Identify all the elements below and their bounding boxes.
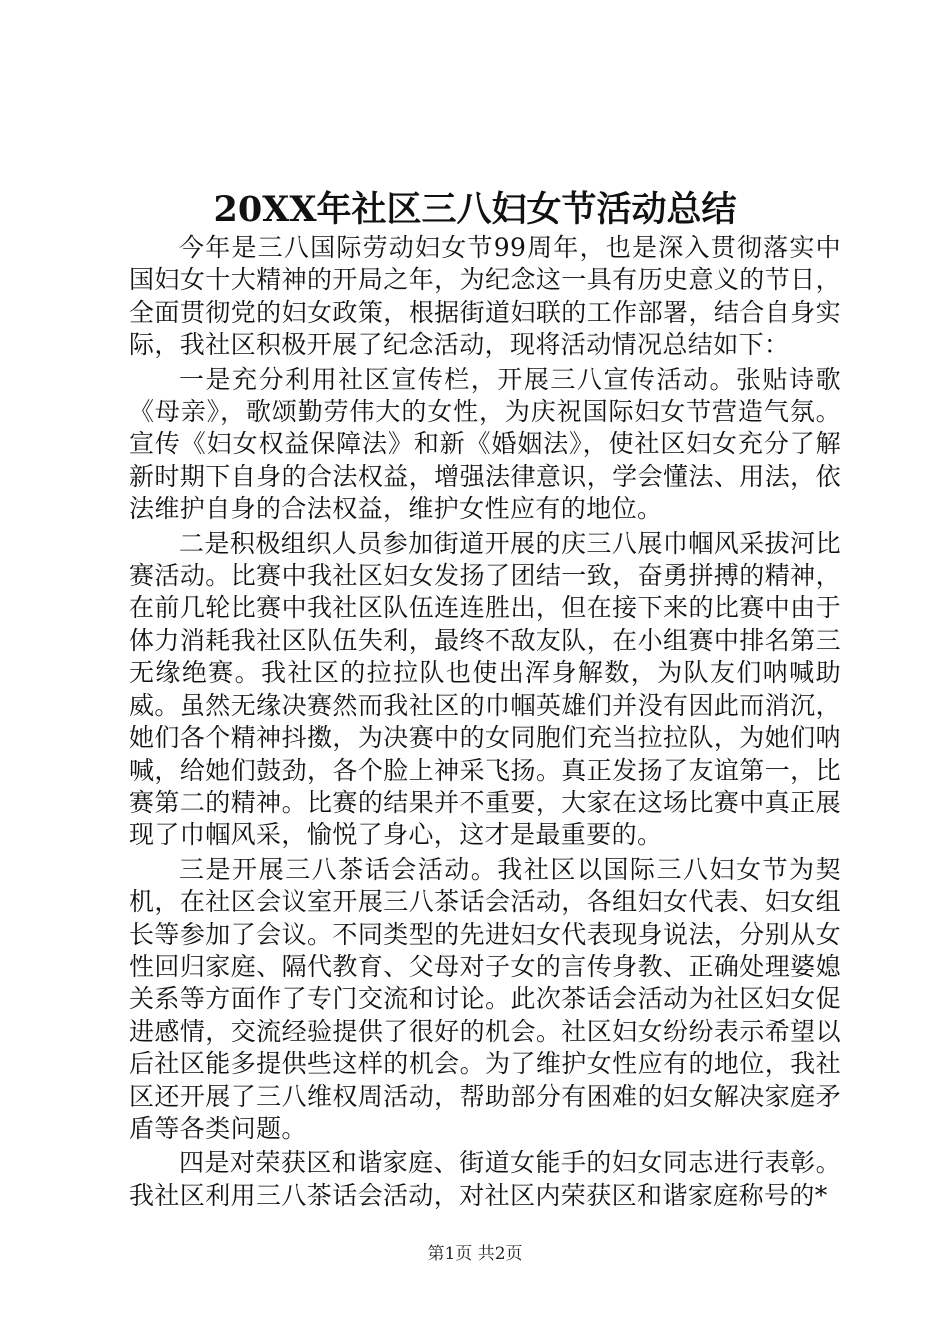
page-footer: 第1页 共2页 bbox=[427, 1244, 523, 1264]
paragraph-item-3: 三是开展三八茶话会活动。我社区以国际三八妇女节为契机，在社区会议室开展三八茶话会活动，各组妇女代表、妇女组长等参加了会议。不同类型的先进妇女代表现身说法，分别从女性回归家庭、隔代教育、父母对子女的言传身教、正确处理婆媳关系等方面作了专门交流和讨论。此次茶话会活动为社区妇女促进感情，交流经验提供了很好的机会。社区妇女纷纷表示希望以后社区能多提供些这样的机会。为了维护女性应有的地位，我社区还开展了三八维权周活动，帮助部分有困难的妇女解决家庭矛盾等各类问题。 bbox=[129, 854, 841, 1143]
paragraph-item-1: 一是充分利用社区宣传栏，开展三八宣传活动。张贴诗歌《母亲》，歌颂勤劳伟大的女性，为庆祝国际妇女节营造气氛。宣传《妇女权益保障法》和新《婚姻法》，使社区妇女充分了解新时期下自身的合法权益，增强法律意识，学会懂法、用法，依法维护自身的合法权益，维护女性应有的地位。 bbox=[129, 364, 841, 524]
paragraph-item-4: 四是对荣获区和谐家庭、街道女能手的妇女同志进行表彰。我社区利用三八茶话会活动，对社区内荣获区和谐家庭称号的* bbox=[129, 1148, 841, 1210]
document-body bbox=[129, 232, 841, 1214]
paragraph-item-2: 二是积极组织人员参加街道开展的庆三八展巾帼风采拔河比赛活动。比赛中我社区妇女发扬了团结一致，奋勇拼搏的精神，在前几轮比赛中我社区队伍连连胜出，但在接下来的比赛中由于体力消耗我社区队伍失利，最终不敌友队，在小组赛中排名第三无缘绝赛。我社区的拉拉队也使出浑身解数，为队友们呐喊助威。虽然无缘决赛然而我社区的巾帼英雄们并没有因此而消沉，她们各个精神抖擞，为决赛中的女同胞们充当拉拉队，为她们呐喊，给她们鼓劲，各个脸上神采飞扬。真正发扬了友谊第一，比赛第二的精神。比赛的结果并不重要，大家在这场比赛中真正展现了巾帼风采，愉悦了身心，这才是最重要的。 bbox=[129, 528, 841, 850]
document-title: 20XX年社区三八妇女节活动总结 bbox=[213, 189, 737, 230]
paragraph-intro: 今年是三八国际劳动妇女节99周年，也是深入贯彻落实中国妇女十大精神的开局之年，为纪念这一具有历史意义的节日，全面贯彻党的妇女政策，根据街道妇联的工作部署，结合自身实际，我社区积极开展了纪念活动，现将活动情况总结如下： bbox=[129, 233, 841, 360]
